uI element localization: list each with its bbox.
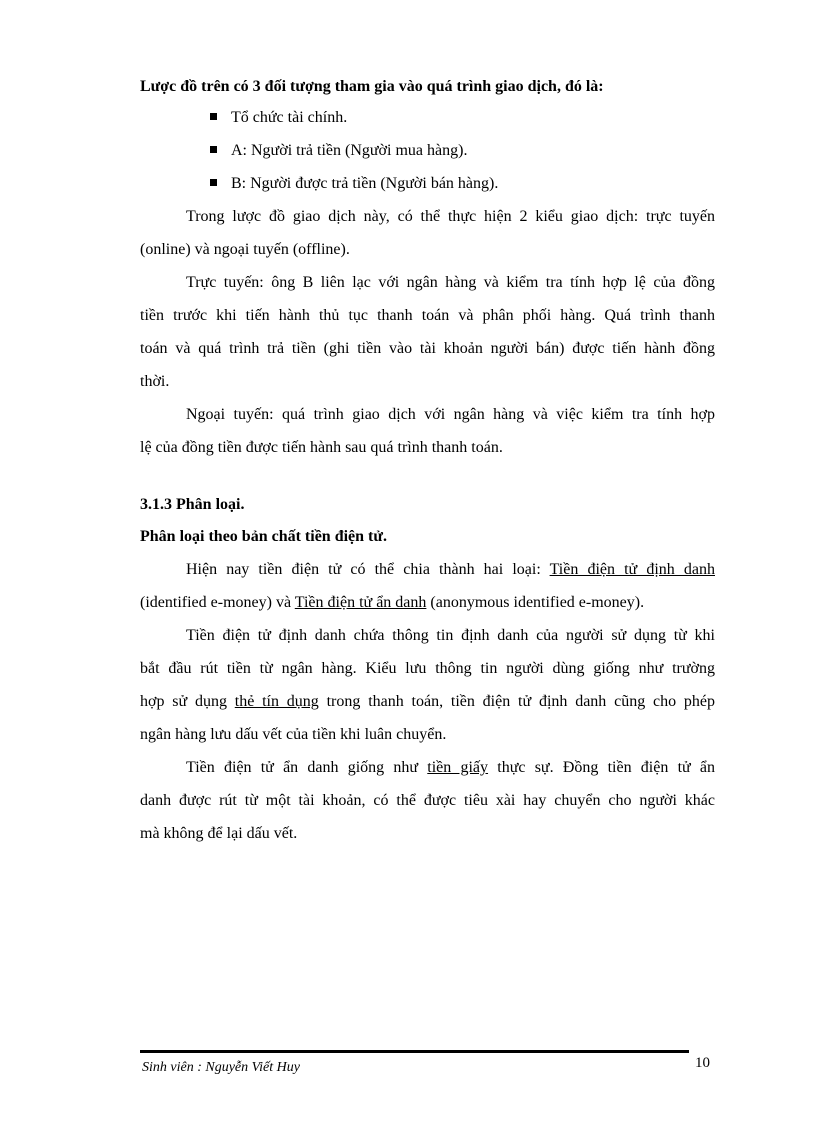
section-title: 3.1.3 Phân loại. [140, 496, 245, 513]
square-bullet-icon [210, 179, 217, 186]
participants-heading: Lược đồ trên có 3 đối tượng tham gia vào quá trình giao dịch, đó là: [140, 78, 604, 95]
text-run: (anonymous identified e-money). [426, 594, 645, 611]
paragraph-line: (online) và ngoại tuyến (offline). [140, 241, 350, 258]
paragraph-line: toán và quá trình trả tiền (ghi tiền vào tài khoản người bán) được tiến hành đồng [140, 340, 715, 357]
page-number: 10 [695, 1055, 710, 1071]
text-run: Hiện nay tiền điện tử có thể chia thành hai loại: [186, 561, 550, 578]
paragraph-line [186, 757, 715, 779]
paper-money-link[interactable]: tiền giấy [427, 759, 489, 776]
paragraph-line [140, 592, 644, 614]
paragraph-line: ngân hàng lưu dấu vết của tiền khi luân chuyển. [140, 726, 447, 743]
paragraph-line: tiền trước khi tiến hành thủ tục thanh toán và phân phối hàng. Quá trình thanh [140, 307, 715, 324]
paragraph-line [140, 691, 715, 713]
credit-card-link[interactable]: thẻ tín dụng [234, 693, 319, 710]
bullet-text: B: Người được trả tiền (Người bán hàng). [231, 175, 499, 192]
paragraph-line: mà không để lại dấu vết. [140, 825, 298, 842]
paragraph-line [186, 559, 715, 581]
paragraph-line: lệ của đồng tiền được tiến hành sau quá trình thanh toán. [140, 439, 503, 456]
text-run: Tiền điện tử ẩn danh giống như [186, 759, 428, 776]
bullet-item [210, 173, 498, 195]
bullet-item [210, 140, 467, 162]
text-run: thực sự. Đồng tiền điện tử ẩn [488, 759, 716, 776]
paragraph-line: Ngoại tuyến: quá trình giao dịch với ngân hàng và việc kiểm tra tính hợp [186, 406, 715, 423]
paragraph-line: Trực tuyến: ông B liên lạc với ngân hàng và kiểm tra tính hợp lệ của đồng [186, 274, 715, 291]
square-bullet-icon [210, 146, 217, 153]
bullet-item [210, 107, 347, 129]
paragraph-line: Tiền điện tử định danh chứa thông tin định danh của người sử dụng từ khi [186, 627, 715, 644]
paragraph-line: danh được rút từ một tài khoản, có thể được tiêu xài hay chuyển cho người khác [140, 792, 715, 809]
paragraph-line: thời. [140, 373, 170, 390]
subsection-title: Phân loại theo bản chất tiền điện tử. [140, 528, 387, 545]
anonymous-emoney-link[interactable]: Tiền điện tử ẩn danh [294, 594, 427, 611]
text-run: trong thanh toán, tiền điện tử định danh cũng cho phép [318, 693, 716, 710]
footer-divider [140, 1050, 689, 1053]
text-run: (identified e-money) và [140, 594, 295, 611]
square-bullet-icon [210, 113, 217, 120]
bullet-text: A: Người trả tiền (Người mua hàng). [231, 142, 468, 159]
identified-emoney-link[interactable]: Tiền điện tử định danh [549, 561, 715, 578]
footer-author: Sinh viên : Nguyễn Viết Huy [142, 1060, 300, 1075]
paragraph-line: bắt đầu rút tiền từ ngân hàng. Kiểu lưu thông tin người dùng giống như trường [140, 660, 715, 677]
bullet-text: Tổ chức tài chính. [231, 109, 348, 126]
paragraph-line: Trong lược đồ giao dịch này, có thể thực hiện 2 kiểu giao dịch: trực tuyến [186, 208, 715, 225]
text-run: hợp sử dụng [140, 693, 235, 710]
